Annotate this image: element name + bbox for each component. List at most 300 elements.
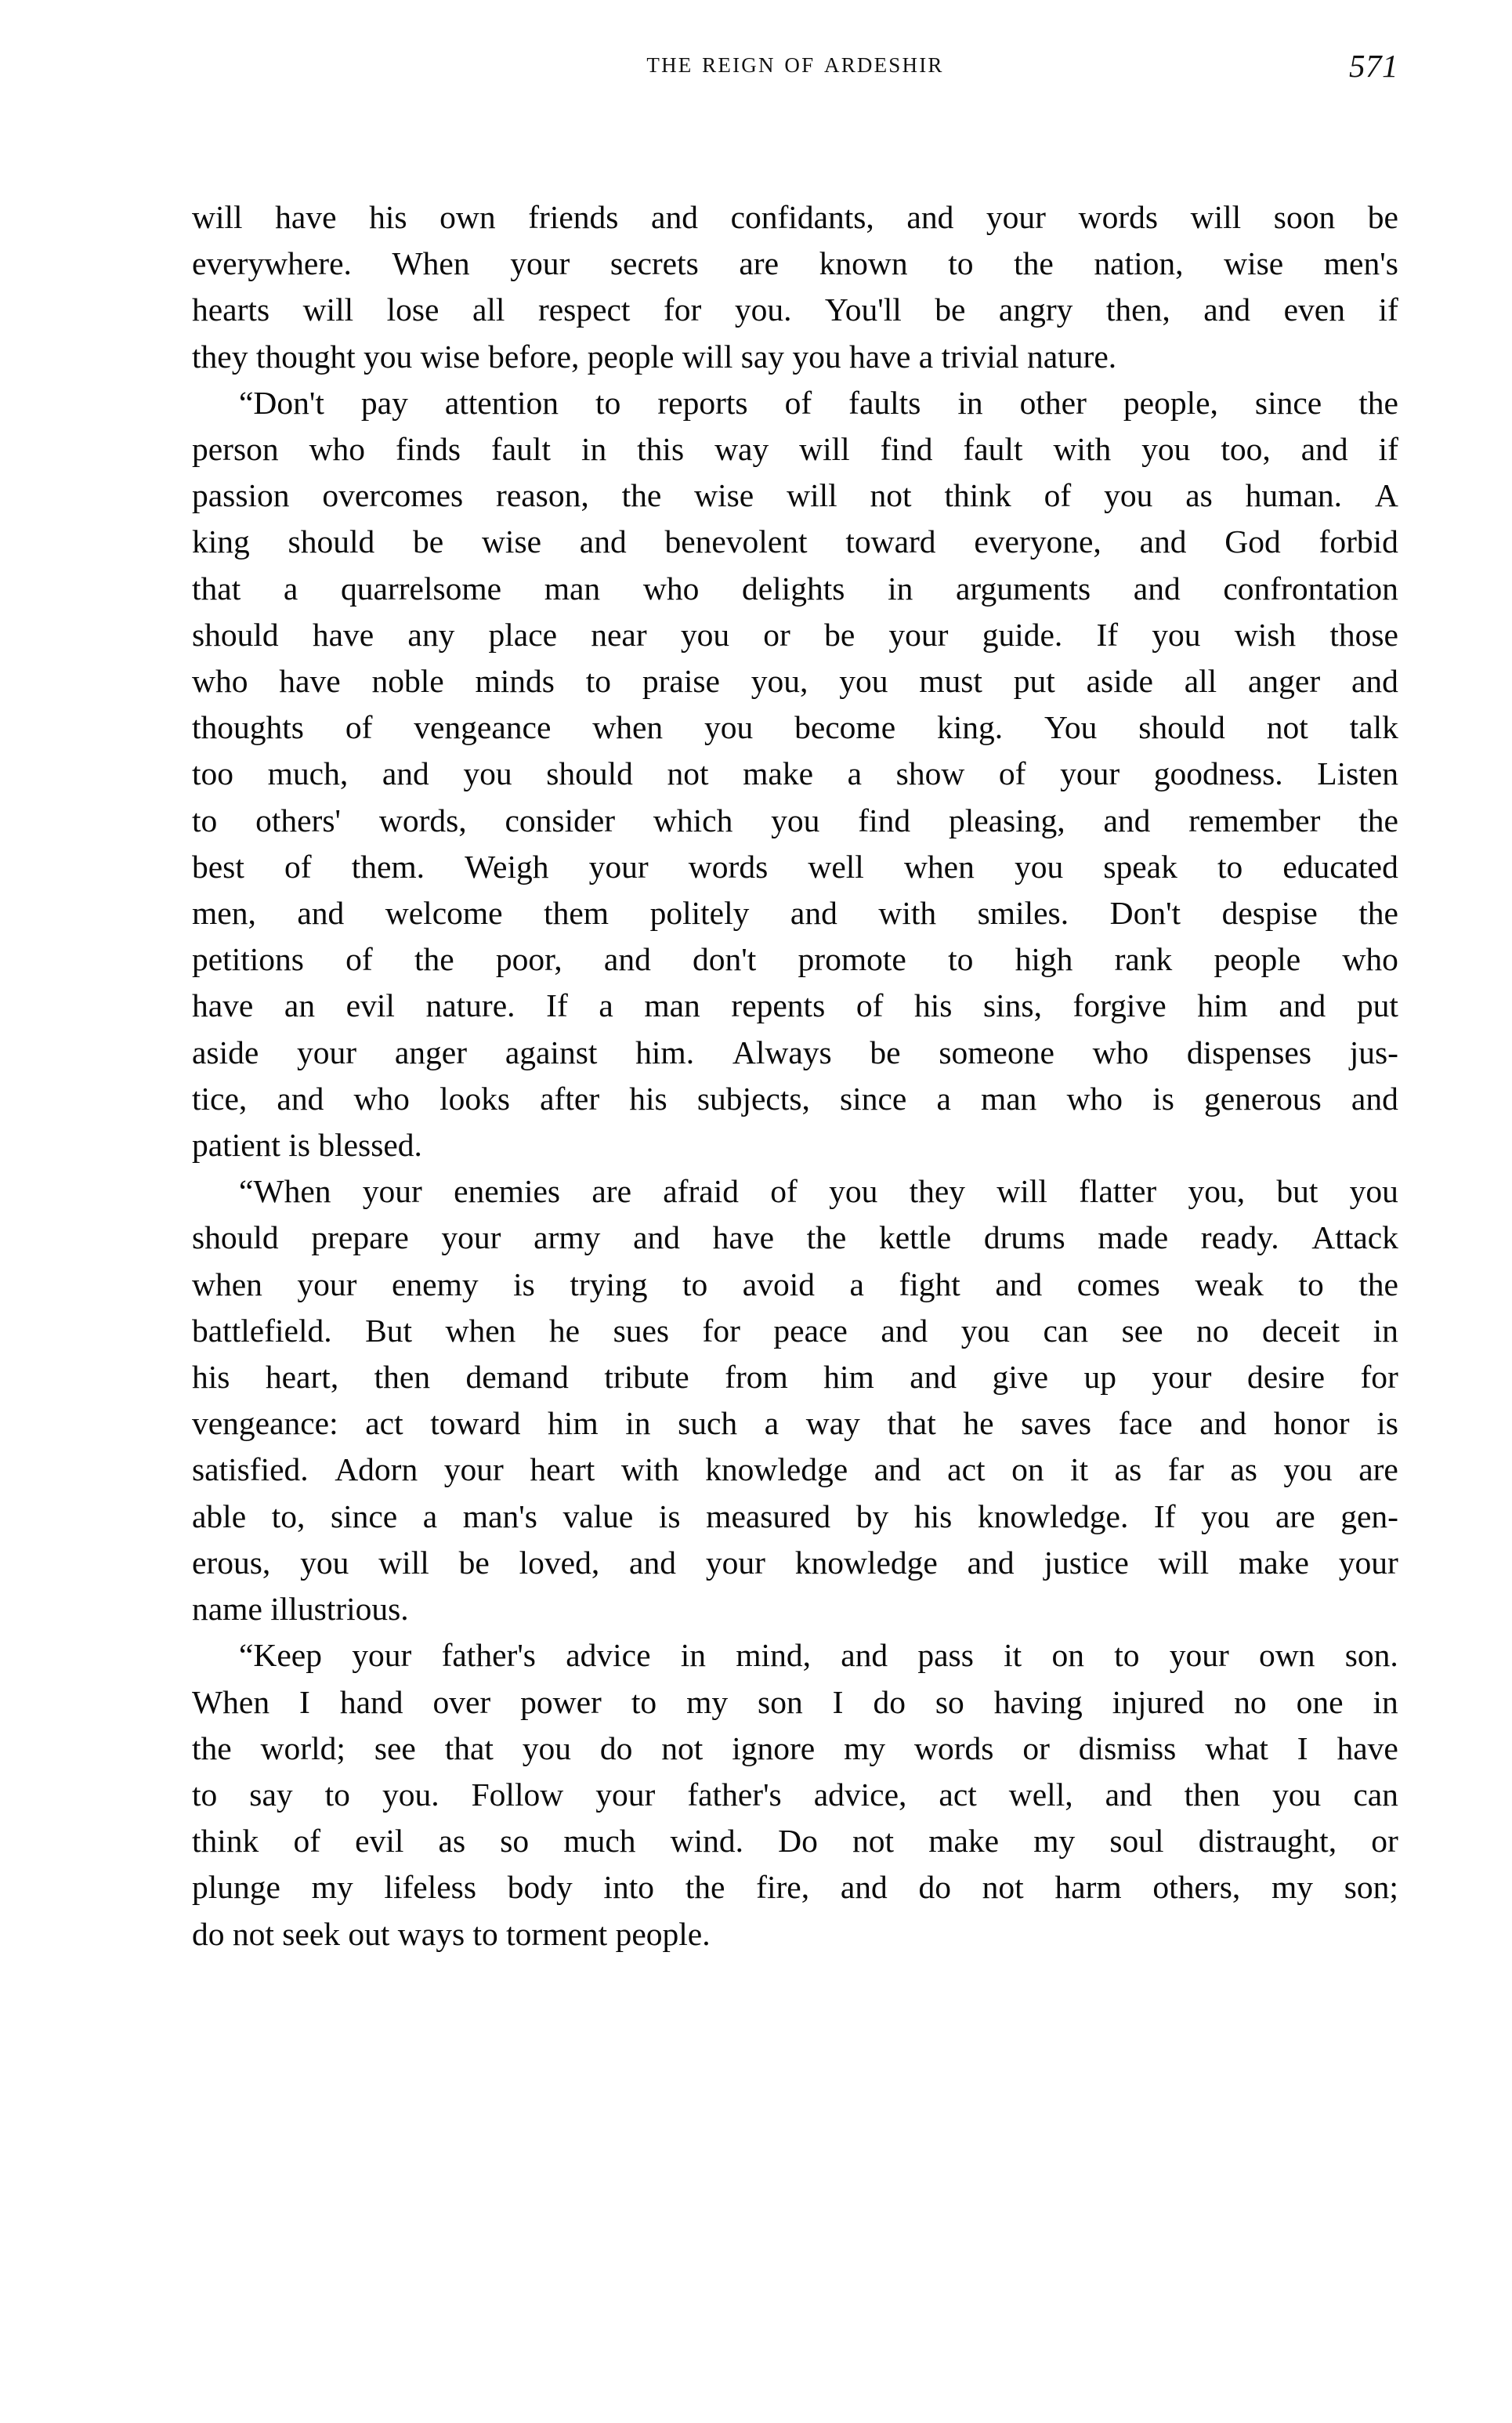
text-line: [192, 844, 1398, 890]
word: and: [1133, 570, 1181, 607]
word: words: [1078, 199, 1159, 235]
word: are: [1358, 1451, 1398, 1488]
word: they: [909, 1173, 966, 1210]
word: despise: [1221, 895, 1318, 932]
word: such: [678, 1405, 738, 1442]
word: are: [1275, 1498, 1315, 1534]
word: Don't: [1109, 895, 1181, 932]
word: find: [858, 802, 911, 838]
word: Attack: [1311, 1219, 1398, 1256]
paragraph: [192, 194, 1398, 380]
word: secrets: [610, 245, 699, 282]
word: soon: [1273, 199, 1336, 235]
word: lose: [386, 292, 439, 328]
word: quarrelsome: [340, 570, 502, 607]
word: my: [844, 1729, 886, 1766]
text-line: [192, 1632, 1398, 1679]
word: up: [1083, 1359, 1116, 1396]
word: benevolent: [664, 523, 808, 560]
text-line: [192, 704, 1398, 751]
word: a: [764, 1405, 780, 1442]
word: are: [739, 245, 780, 282]
text-line: [192, 1679, 1398, 1726]
word: confrontation: [1223, 570, 1398, 607]
word: aside: [192, 1034, 259, 1070]
word: as: [1185, 477, 1213, 514]
word: of: [770, 1173, 798, 1210]
word: will: [997, 1173, 1047, 1210]
word: and: [382, 755, 429, 792]
word: should: [1138, 709, 1225, 746]
word: pass: [917, 1637, 974, 1674]
word: men,: [192, 895, 256, 932]
word: be: [1367, 199, 1398, 235]
word: any: [407, 616, 455, 653]
word: heart,: [265, 1359, 339, 1396]
word: But: [365, 1312, 413, 1349]
text-line: [192, 1447, 1398, 1493]
word: much,: [267, 755, 349, 792]
word: should: [288, 523, 375, 560]
word: in: [1373, 1683, 1398, 1720]
word: much: [563, 1823, 636, 1860]
word: since: [1254, 384, 1322, 421]
word: one: [1296, 1683, 1344, 1720]
word: and: [881, 1312, 928, 1349]
word: justice: [1044, 1544, 1129, 1581]
word: do: [599, 1729, 633, 1766]
word: gen-: [1340, 1498, 1398, 1534]
word: talk: [1349, 709, 1398, 746]
word: those: [1329, 616, 1398, 653]
word: you: [960, 1312, 1010, 1349]
word: not: [870, 477, 912, 514]
text-line: [192, 1215, 1398, 1261]
text-line: [192, 751, 1398, 797]
word: should: [192, 1219, 279, 1256]
paragraph: [192, 1168, 1398, 1632]
word: educated: [1282, 848, 1398, 885]
word: fight: [899, 1266, 960, 1302]
word: his: [369, 199, 407, 235]
word: “Don't: [239, 384, 324, 421]
word: his: [913, 987, 953, 1024]
word: knowledge: [794, 1544, 938, 1581]
word: evil: [345, 987, 395, 1024]
word: don't: [693, 941, 757, 978]
word: man: [644, 987, 700, 1024]
word: make: [743, 755, 814, 792]
word: a: [422, 1498, 438, 1534]
text-line: do not seek out ways to torment people.: [192, 1915, 711, 1952]
word: drums: [983, 1219, 1065, 1256]
word: an: [284, 987, 316, 1024]
word: remember: [1188, 802, 1321, 838]
word: to: [1217, 848, 1243, 885]
word: distraught,: [1198, 1823, 1337, 1860]
word: to: [682, 1266, 708, 1302]
word: you: [771, 802, 820, 838]
word: When: [192, 1683, 270, 1720]
running-head-title: the reign of ardeshir: [646, 46, 944, 79]
word: this: [637, 431, 685, 468]
word: reason,: [496, 477, 589, 514]
word: body: [507, 1869, 573, 1906]
word: find: [880, 431, 933, 468]
word: If: [1153, 1498, 1176, 1534]
word: or: [763, 616, 790, 653]
word: not: [1266, 709, 1308, 746]
word: should: [192, 616, 279, 653]
word: and: [629, 1544, 676, 1581]
word: them: [544, 895, 610, 932]
word: your: [986, 199, 1046, 235]
word: on: [1051, 1637, 1084, 1674]
word: fault: [490, 431, 551, 468]
text-line: [192, 1076, 1398, 1122]
word: will: [1190, 199, 1242, 235]
word: the: [414, 941, 454, 978]
word: and: [840, 1869, 888, 1906]
word: avoid: [742, 1266, 815, 1302]
word: and: [603, 941, 651, 978]
word: but: [1276, 1173, 1318, 1210]
word: too,: [1221, 431, 1271, 468]
word: in: [957, 384, 983, 421]
word: afraid: [663, 1173, 740, 1210]
word: loved,: [519, 1544, 600, 1581]
word: toward: [430, 1405, 521, 1442]
word: to: [192, 802, 218, 838]
word: able: [192, 1498, 247, 1534]
word: your: [297, 1034, 357, 1070]
word: God: [1224, 523, 1281, 560]
word: on: [1011, 1451, 1044, 1488]
word: vengeance: [414, 709, 552, 746]
text-line: [192, 983, 1398, 1029]
word: he: [963, 1405, 994, 1442]
word: show: [895, 755, 965, 792]
word: to: [324, 1776, 350, 1813]
word: sins,: [982, 987, 1042, 1024]
word: promote: [798, 941, 906, 978]
word: made: [1098, 1219, 1169, 1256]
word: the: [621, 477, 662, 514]
word: world;: [260, 1729, 345, 1766]
word: or: [1371, 1823, 1398, 1860]
page-number: 571: [1349, 48, 1398, 84]
paragraph: [192, 380, 1398, 1168]
word: no: [1196, 1312, 1229, 1349]
word: the: [685, 1869, 725, 1906]
word: have: [1337, 1729, 1398, 1766]
word: a: [283, 570, 298, 607]
word: to: [1114, 1637, 1140, 1674]
word: and: [906, 199, 954, 235]
text-line: [192, 241, 1398, 287]
word: known: [819, 245, 908, 282]
word: you: [300, 1544, 349, 1581]
text-line: [192, 473, 1398, 519]
word: face: [1118, 1405, 1173, 1442]
text-line: [192, 566, 1398, 612]
word: will: [302, 292, 354, 328]
word: as: [438, 1823, 466, 1860]
word: overcomes: [322, 477, 464, 514]
word: since: [330, 1498, 398, 1534]
word: you: [1014, 848, 1064, 885]
word: forgive: [1073, 987, 1167, 1024]
word: you,: [1188, 1173, 1246, 1210]
text-line: patient is blessed.: [192, 1127, 422, 1164]
word: way: [714, 431, 769, 468]
word: can: [1353, 1776, 1398, 1813]
word: and: [1139, 523, 1187, 560]
word: heart: [530, 1451, 595, 1488]
running-head: [192, 45, 1398, 92]
word: with: [878, 895, 937, 932]
word: “When: [239, 1173, 331, 1210]
word: hearts: [192, 292, 270, 328]
word: I: [832, 1683, 844, 1720]
word: father's: [687, 1776, 782, 1813]
word: think: [192, 1823, 259, 1860]
word: who: [1092, 1034, 1149, 1070]
word: tribute: [604, 1359, 689, 1396]
word: be: [458, 1544, 490, 1581]
word: make: [928, 1823, 1000, 1860]
word: respect: [537, 292, 631, 328]
word: arguments: [956, 570, 1091, 607]
word: battlefield.: [192, 1312, 332, 1349]
word: king: [192, 523, 250, 560]
word: which: [653, 802, 733, 838]
word: everywhere.: [192, 245, 352, 282]
word: that: [444, 1729, 494, 1766]
text-line: [192, 194, 1398, 241]
text-line: [192, 519, 1398, 565]
word: make: [1239, 1544, 1309, 1581]
word: ready.: [1200, 1219, 1279, 1256]
text-line: [192, 1400, 1398, 1447]
word: nation,: [1094, 245, 1184, 282]
word: act: [939, 1776, 977, 1813]
word: when: [592, 709, 664, 746]
word: people,: [1123, 384, 1218, 421]
word: dismiss: [1078, 1729, 1177, 1766]
word: son.: [1344, 1637, 1398, 1674]
word: wish: [1234, 616, 1297, 653]
word: desire: [1246, 1359, 1326, 1396]
word: of: [345, 709, 373, 746]
word: it: [1004, 1637, 1022, 1674]
word: saves: [1021, 1405, 1091, 1442]
word: to: [948, 245, 974, 282]
word: politely: [649, 895, 750, 932]
word: say: [249, 1776, 293, 1813]
word: have: [712, 1219, 774, 1256]
word: weak: [1195, 1266, 1264, 1302]
word: “Keep: [239, 1637, 322, 1674]
word: your: [595, 1776, 656, 1813]
word: high: [1015, 941, 1073, 978]
word: to,: [271, 1498, 306, 1534]
word: trying: [570, 1266, 648, 1302]
word: if: [1378, 431, 1398, 468]
word: the: [1358, 895, 1398, 932]
word: who: [353, 1080, 410, 1117]
word: demand: [465, 1359, 569, 1396]
word: angry: [998, 292, 1073, 328]
word: a: [936, 1080, 951, 1117]
word: since: [840, 1080, 907, 1117]
word: and: [1199, 1405, 1247, 1442]
word: repents: [731, 987, 826, 1024]
word: see: [374, 1729, 416, 1766]
word: man's: [462, 1498, 537, 1534]
word: fault: [963, 431, 1023, 468]
word: people: [1214, 941, 1301, 978]
word: honor: [1273, 1405, 1350, 1442]
word: enemies: [454, 1173, 561, 1210]
word: knowledge.: [977, 1498, 1129, 1534]
word: as: [1230, 1451, 1257, 1488]
word: others,: [1152, 1869, 1241, 1906]
word: peace: [773, 1312, 848, 1349]
word: then,: [1105, 292, 1170, 328]
word: my: [686, 1683, 729, 1720]
text-line: [192, 890, 1398, 936]
word: by: [855, 1498, 889, 1534]
word: man: [980, 1080, 1037, 1117]
word: that: [192, 570, 241, 607]
word: you: [1152, 616, 1201, 653]
word: for: [1360, 1359, 1398, 1396]
word: and: [874, 1451, 921, 1488]
word: be: [824, 616, 855, 653]
word: with: [620, 1451, 679, 1488]
word: in: [680, 1637, 707, 1674]
word: of: [284, 848, 312, 885]
word: soul: [1109, 1823, 1164, 1860]
word: my: [1271, 1869, 1313, 1906]
word: with: [1053, 431, 1112, 468]
text-line: name illustrious.: [192, 1591, 409, 1628]
word: then: [1184, 1776, 1241, 1813]
word: wise: [1224, 245, 1284, 282]
word: and: [651, 199, 698, 235]
word: have: [275, 199, 337, 235]
word: have: [279, 663, 341, 700]
word: of: [855, 987, 884, 1024]
word: rank: [1114, 941, 1173, 978]
word: Adorn: [335, 1451, 418, 1488]
word: must: [919, 663, 982, 700]
word: you: [680, 616, 730, 653]
word: sues: [613, 1312, 670, 1349]
word: Always: [732, 1034, 832, 1070]
text-line: [192, 1030, 1398, 1076]
word: so: [500, 1823, 530, 1860]
word: generous: [1203, 1080, 1322, 1117]
word: will: [192, 199, 243, 235]
word: he: [548, 1312, 581, 1349]
word: guide.: [982, 616, 1063, 653]
word: Weigh: [465, 848, 549, 885]
word: can: [1043, 1312, 1089, 1349]
text-line: [192, 1354, 1398, 1400]
word: when: [445, 1312, 516, 1349]
text-line: [192, 1726, 1398, 1772]
text-line: [192, 1818, 1398, 1864]
word: son;: [1344, 1869, 1398, 1906]
word: in: [1373, 1312, 1398, 1349]
word: You'll: [824, 292, 902, 328]
word: of: [998, 755, 1026, 792]
word: and: [967, 1544, 1015, 1581]
word: is: [513, 1266, 535, 1302]
word: smiles.: [977, 895, 1069, 932]
word: or: [1022, 1729, 1050, 1766]
word: petitions: [192, 941, 304, 978]
word: harm: [1054, 1869, 1122, 1906]
word: do: [918, 1869, 951, 1906]
text-line: [192, 380, 1398, 426]
word: over: [432, 1683, 491, 1720]
word: be: [870, 1034, 901, 1070]
word: plunge: [192, 1869, 280, 1906]
text-line: [192, 287, 1398, 333]
word: if: [1378, 292, 1398, 328]
text-line: [192, 1772, 1398, 1818]
word: think: [944, 477, 1011, 514]
word: the: [1358, 802, 1398, 838]
word: no: [1234, 1683, 1267, 1720]
word: have: [192, 987, 254, 1024]
word: you: [829, 1173, 878, 1210]
word: do: [873, 1683, 906, 1720]
word: everyone,: [974, 523, 1101, 560]
word: your: [441, 1219, 501, 1256]
word: your: [510, 245, 570, 282]
word: enemy: [392, 1266, 479, 1302]
word: to: [595, 384, 621, 421]
word: put: [1013, 663, 1055, 700]
word: wise: [481, 523, 542, 560]
word: for: [702, 1312, 740, 1349]
word: and: [1103, 802, 1151, 838]
word: value: [562, 1498, 634, 1534]
word: human.: [1245, 477, 1342, 514]
word: finds: [396, 431, 461, 468]
word: and: [277, 1080, 324, 1117]
word: for: [663, 292, 702, 328]
word: erous,: [192, 1544, 271, 1581]
text-line: they thought you wise before, people will say you have a trivial nature.: [192, 338, 1117, 375]
word: your: [1338, 1544, 1398, 1581]
word: the: [1358, 384, 1398, 421]
word: become: [794, 709, 896, 746]
word: lifeless: [384, 1869, 476, 1906]
word: advice,: [813, 1776, 907, 1813]
word: to: [631, 1683, 657, 1720]
word: will: [1158, 1544, 1210, 1581]
word: minds: [475, 663, 555, 700]
word: Do: [778, 1823, 818, 1860]
word: you: [1201, 1498, 1250, 1534]
word: thoughts: [192, 709, 304, 746]
word: the: [806, 1219, 847, 1256]
